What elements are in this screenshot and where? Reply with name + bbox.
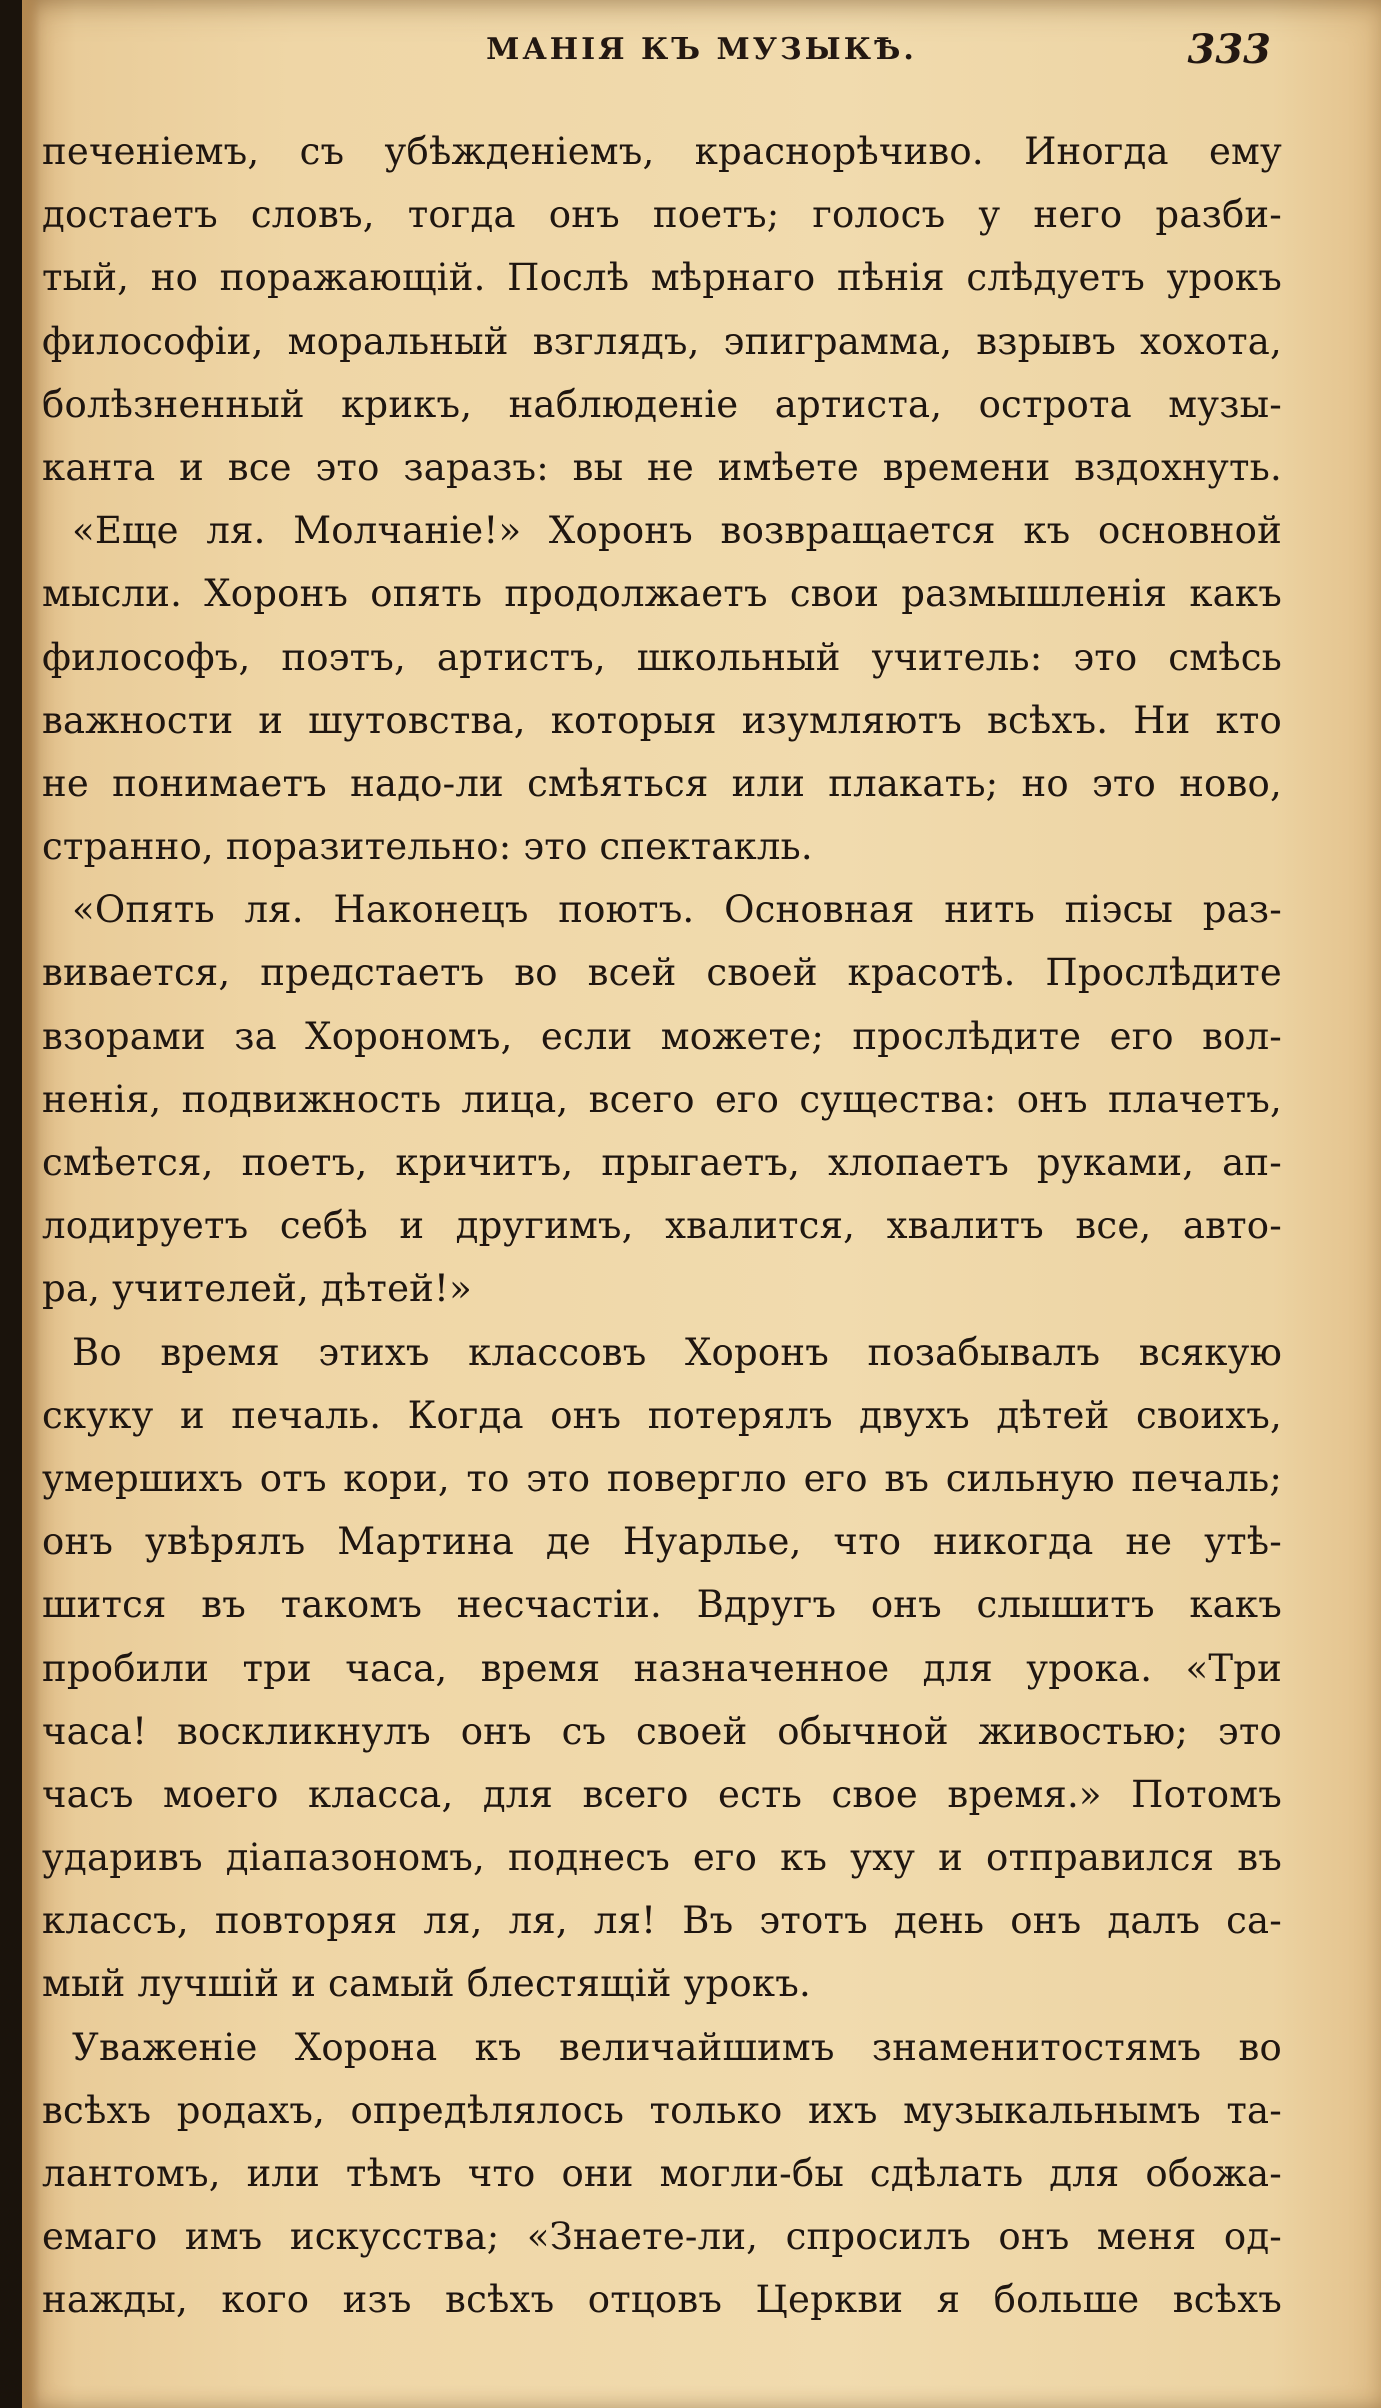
text-line: умершихъ отъ кори, то это повергло его въ сильную печаль; [42,1456,1282,1500]
page-header [22,26,1381,86]
text-line: печеніемъ, съ убѣжденіемъ, краснорѣчиво. Иногда ему [42,130,1282,173]
text-line: странно, поразительно: это спектакль. [42,825,813,869]
text-line: онъ увѣрялъ Мартина де Нуарлье, что никогда не утѣ- [42,1520,1282,1564]
text-line: лодируетъ себѣ и другимъ, хвалится, хвалитъ все, авто- [42,1204,1282,1248]
text-line: болѣзненный крикъ, наблюденіе артиста, острота музы- [42,382,1282,426]
text-line: мый лучшій и самый блестящій урокъ. [42,1962,811,2006]
text-line: «Еще ля. Молчаніе!» Хоронъ возвращается къ основной [72,509,1282,553]
text-line: скуку и печаль. Когда онъ потерялъ двухъ дѣтей своихъ, [42,1393,1282,1437]
text-line: вивается, предстаетъ во всей своей красотѣ. Прослѣдите [42,951,1282,995]
text-line: Во время этихъ классовъ Хоронъ позабывалъ всякую [72,1330,1282,1374]
running-title: МАНІЯ КЪ МУЗЫКѢ. [486,32,917,67]
text-line: важности и шутовства, которыя изумляютъ всѣхъ. Ни кто [42,698,1282,742]
text-line: лантомъ, или тѣмъ что они могли-бы сдѣлать для обожа- [42,2152,1282,2195]
body-text [42,120,1282,2332]
text-line: «Опять ля. Наконецъ поютъ. Основная нить піэсы раз- [72,888,1282,932]
text-line: ненія, подвижность лица, всего его существа: онъ плачетъ, [42,1077,1282,1121]
text-line: Уваженіе Хорона къ величайшимъ знаменитостямъ во [72,2025,1282,2069]
text-line: не понимаетъ надо-ли смѣяться или плакать; но это ново, [42,761,1282,805]
text-line: ударивъ діапазономъ, поднесъ его къ уху и отправился въ [42,1836,1282,1880]
text-line: часъ моего класса, для всего есть свое время.» Потомъ [42,1772,1282,1816]
text-line: шится въ такомъ несчастіи. Вдругъ онъ слышитъ какъ [42,1583,1282,1627]
text-line: часа! воскликнулъ онъ съ своей обычной живостью; это [42,1709,1282,1753]
book-page [22,0,1381,2408]
text-line: пробили три часа, время назначенное для урока. «Три [42,1646,1282,1690]
text-line: всѣхъ родахъ, опредѣлялось только ихъ музыкальнымъ та- [42,2088,1282,2132]
text-line: взорами за Хорономъ, если можете; прослѣдите его вол- [42,1014,1282,1058]
text-line: достаетъ словъ, тогда онъ поетъ; голосъ у него разби- [42,193,1282,237]
text-line: канта и все это заразъ: вы не имѣете времени вздохнуть. [42,445,1282,489]
text-line: нажды, кого изъ всѣхъ отцовъ Церкви я больше всѣхъ [42,2278,1282,2322]
text-line: смѣется, поетъ, кричитъ, прыгаетъ, хлопаетъ руками, ап- [42,1141,1282,1184]
text-line: философъ, поэтъ, артистъ, школьный учитель: это смѣсь [42,635,1282,679]
text-line: философіи, моральный взглядъ, эпиграмма, взрывъ хохота, [42,319,1282,363]
text-line: емаго имъ искусства; «Знаете-ли, спросилъ онъ меня од- [42,2215,1282,2259]
text-line: ра, учителей, дѣтей!» [42,1267,472,1311]
text-line: мысли. Хоронъ опять продолжаетъ свои размышленія какъ [42,572,1282,616]
text-line: тый, но поражающій. Послѣ мѣрнаго пѣнія слѣдуетъ урокъ [42,256,1282,300]
text-line: классъ, повторяя ля, ля, ля! Въ этотъ день онъ далъ са- [42,1899,1282,1943]
page-number: 333 [1187,26,1271,73]
